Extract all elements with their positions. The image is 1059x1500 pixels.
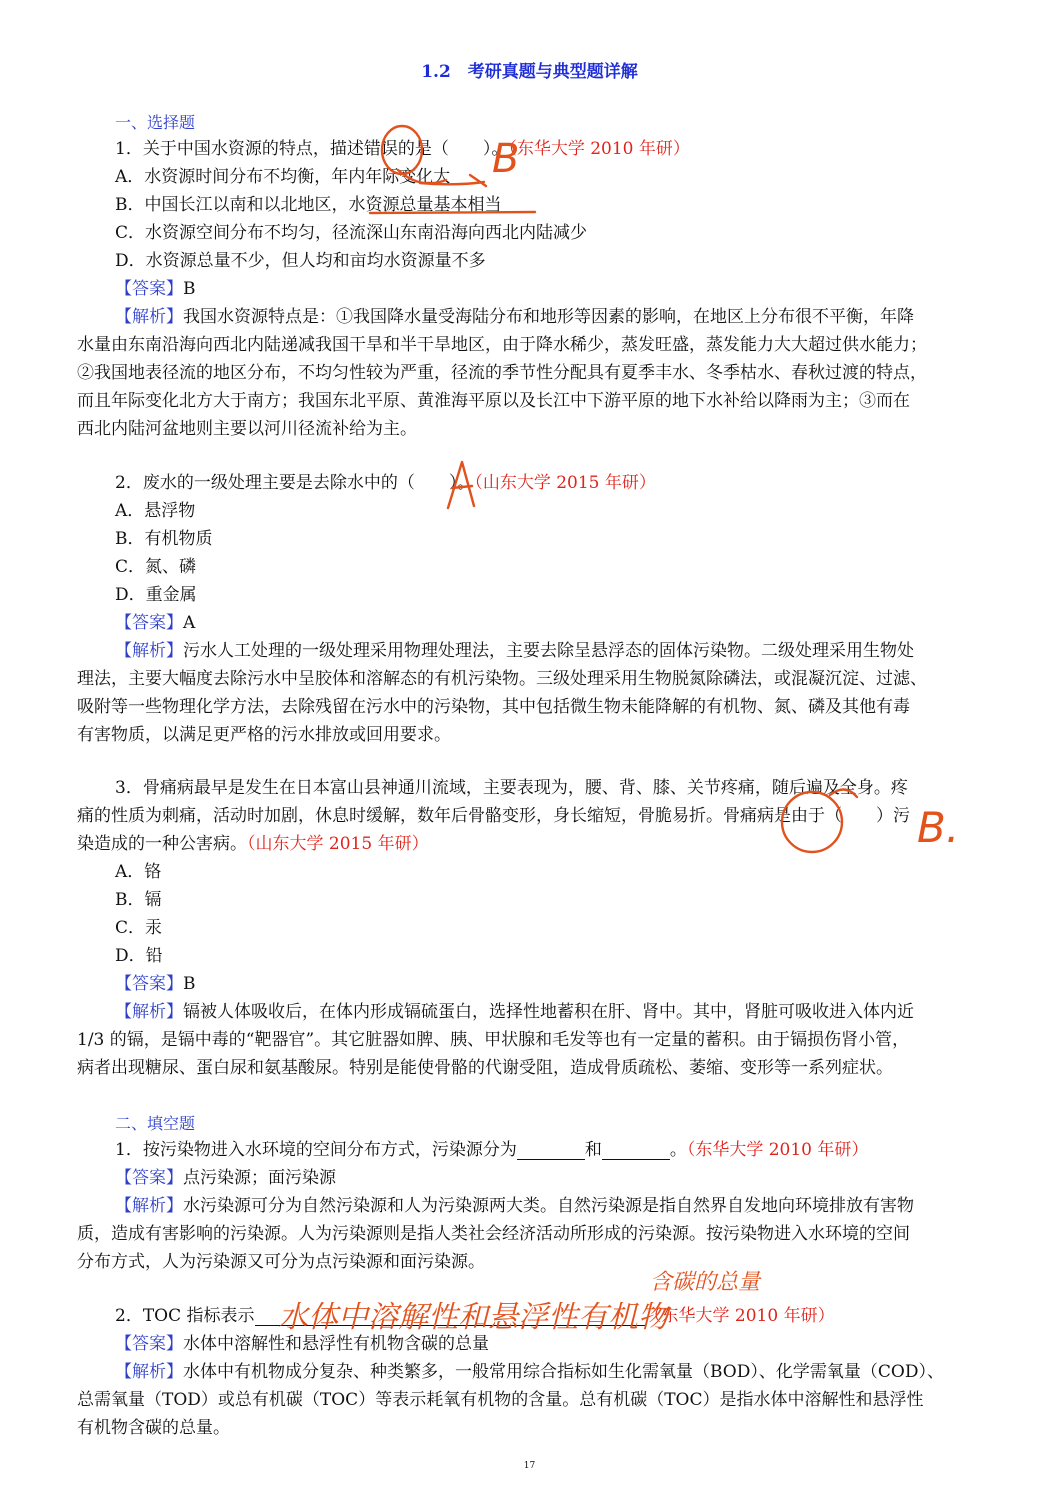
- question-3-stem-line-2: 痛的性质为刺痛，活动时加剧，休息时缓解，数年后骨骼变形，身长缩短，骨脆易折。骨痛病是由于（ ）污: [77, 806, 910, 826]
- question-2-analysis-line-4: 有害物质，以满足更严格的污水排放或回用要求。: [77, 725, 451, 745]
- question-2-text: 2．废水的一级处理主要是去除水中的（ ）。: [115, 473, 475, 493]
- question-2-stem: [115, 473, 656, 493]
- question-1-option-a: A．水资源时间分布不均衡，年内年际变化大: [115, 167, 451, 187]
- question-2-answer: [115, 613, 195, 633]
- question-1-analysis-line-4: 而且年际变化北方大于南方；我国东北平原、黄淮海平原以及长江中下游平原的地下水补给以降雨为主；③而在: [77, 391, 910, 411]
- question-1-text: 1．关于中国水资源的特点，描述错误的是（ ）。: [115, 139, 509, 159]
- fill-1-text-a: 1．按污染物进入水环境的空间分布方式，污染源分为: [115, 1140, 517, 1160]
- page-number: 17: [523, 1461, 536, 1471]
- question-3-analysis-line-3: 病者出现糖尿、蛋白尿和氨基酸尿。特别是能使骨骼的代谢受阻，造成骨质疏松、萎缩、变形等一系列症状。: [77, 1058, 893, 1078]
- fill-1-analysis-line-1: [115, 1196, 914, 1216]
- question-1-analysis-line-1: [115, 307, 914, 327]
- question-3-stem-line-1: 3．骨痛病最早是发生在日本富山县神通川流域，主要表现为，腰、背、膝、关节疼痛，随后遍及全身。疼: [115, 778, 908, 798]
- fill-1-stem: [115, 1140, 868, 1160]
- answer-tag: 【答案】: [115, 974, 183, 994]
- question-3-analysis-line-1: [115, 1002, 914, 1022]
- fill-2-blank[interactable]: [255, 1309, 645, 1326]
- fill-1-text-b: 和: [584, 1140, 602, 1160]
- fill-2-analysis-line-1: [115, 1362, 944, 1382]
- question-3-option-b: B．镉: [115, 890, 162, 910]
- question-2-option-c: C．氮、磷: [115, 557, 197, 577]
- fill-1-answer: [115, 1168, 336, 1188]
- question-3-option-a: A．铬: [115, 862, 162, 882]
- question-3-source: （山东大学 2015 年研）: [247, 834, 429, 854]
- question-3-analysis-line-2: 1/3 的镉，是镉中毒的“靶器官”。其它脏器如脾、胰、甲状腺和毛发等也有一定量的蓄积。由于镉损伤肾小管，: [77, 1030, 910, 1050]
- answer-value: B: [183, 279, 196, 299]
- section-heading-choice: 一、选择题: [115, 113, 196, 132]
- question-2-source: （山东大学 2015 年研）: [474, 473, 656, 493]
- handwritten-answer-line-2: 含碳的总量: [650, 1270, 761, 1295]
- question-2-option-b: B．有机物质: [115, 529, 213, 549]
- analysis-text: 镉被人体吸收后，在体内形成镉硫蛋白，选择性地蓄积在肝、肾中。其中，肾脏可吸收进入体内近: [183, 1002, 914, 1022]
- fill-1-analysis-line-2: 质，造成有害影响的污染源。人为污染源则是指人类社会经济活动所形成的污染源。按污染物进入水环境的空间: [77, 1224, 910, 1244]
- handwritten-b-q1: B: [492, 136, 520, 182]
- question-1-option-b: B．中国长江以南和以北地区，水资源总量基本相当: [115, 195, 502, 215]
- analysis-text: 水体中有机物成分复杂、种类繁多，一般常用综合指标如生化需氧量（BOD）、化学需氧量（COD）、: [183, 1362, 944, 1382]
- fill-2-stem: [115, 1306, 835, 1326]
- question-1-source: （东华大学 2010 年研）: [508, 139, 690, 159]
- answer-value: B: [183, 974, 196, 994]
- analysis-tag: 【解析】: [115, 307, 183, 327]
- fill-1-blank-2[interactable]: [602, 1143, 670, 1160]
- analysis-tag: 【解析】: [115, 1362, 183, 1382]
- fill-1-text-c: 。: [669, 1140, 687, 1160]
- fill-2-source: （东华大学 2010 年研）: [644, 1306, 835, 1326]
- question-3-stem-line-3: [77, 834, 429, 854]
- answer-tag: 【答案】: [115, 613, 183, 633]
- analysis-tag: 【解析】: [115, 1002, 183, 1022]
- question-2-analysis-line-3: 吸附等一些物理化学方法，去除残留在污水中的污染物，其中包括微生物未能降解的有机物、氮、磷及其他有毒: [77, 697, 910, 717]
- question-3-answer: [115, 974, 196, 994]
- handwritten-answer-line-1: 水体中溶解性和悬浮性有机物: [278, 1300, 668, 1335]
- fill-1-blank-1[interactable]: [517, 1143, 585, 1160]
- fill-1-source: （东华大学 2010 年研）: [686, 1140, 869, 1160]
- answer-value: 水体中溶解性和悬浮性有机物含碳的总量: [183, 1334, 489, 1354]
- section-heading-fill: 二、填空题: [115, 1114, 196, 1133]
- question-1-analysis-line-5: 西北内陆河盆地则主要以河川径流补给为主。: [77, 419, 417, 439]
- question-1-answer: [115, 279, 196, 299]
- handwritten-b-q3: B.: [917, 803, 960, 852]
- page-title: 1.2 考研真题与典型题详解: [421, 62, 638, 82]
- analysis-text: 我国水资源特点是：①我国降水量受海陆分布和地形等因素的影响，在地区上分布很不平衡，年降: [183, 307, 914, 327]
- question-1-analysis-line-3: ②我国地表径流的地区分布，不均匀性较为严重，径流的季节性分配具有夏季丰水、冬季枯水、春秋过渡的特点，: [77, 363, 927, 383]
- question-1-option-d: D．水资源总量不少，但人均和亩均水资源量不多: [115, 251, 486, 271]
- analysis-text: 污水人工处理的一级处理采用物理处理法，主要去除呈悬浮态的固体污染物。二级处理采用生物处: [183, 641, 914, 661]
- analysis-tag: 【解析】: [115, 641, 183, 661]
- question-2-option-d: D．重金属: [115, 585, 197, 605]
- question-1-analysis-line-2: 水量由东南沿海向西北内陆递减我国干旱和半干旱地区，由于降水稀少，蒸发旺盛，蒸发能力大大超过供水能力；: [77, 335, 927, 355]
- analysis-tag: 【解析】: [115, 1196, 183, 1216]
- fill-2-text: 2．TOC 指标表示: [115, 1306, 255, 1326]
- answer-tag: 【答案】: [115, 279, 183, 299]
- question-1-option-c: C．水资源空间分布不均匀，径流深山东南沿海向西北内陆减少: [115, 223, 588, 243]
- question-2-option-a: A．悬浮物: [115, 501, 196, 521]
- answer-value: 点污染源；面污染源: [183, 1168, 336, 1188]
- fill-2-answer: [115, 1334, 489, 1354]
- question-3-text: 染造成的一种公害病。: [77, 834, 247, 854]
- answer-tag: 【答案】: [115, 1334, 183, 1354]
- question-2-analysis-line-1: [115, 641, 914, 661]
- fill-2-analysis-line-3: 有机物含碳的总量。: [77, 1418, 230, 1438]
- fill-1-analysis-line-3: 分布方式，人为污染源又可分为点污染源和面污染源。: [77, 1252, 485, 1272]
- answer-value: A: [183, 613, 196, 633]
- question-3-option-c: C．汞: [115, 918, 163, 938]
- analysis-text: 水污染源可分为自然污染源和人为污染源两大类。自然污染源是指自然界自发地向环境排放有害物: [183, 1196, 914, 1216]
- question-3-option-d: D．铅: [115, 946, 163, 966]
- question-2-analysis-line-2: 理法，主要大幅度去除污水中呈胶体和溶解态的有机污染物。三级处理采用生物脱氮除磷法，或混凝沉淀、过滤、: [77, 669, 927, 689]
- question-1-stem: [115, 139, 690, 159]
- fill-2-analysis-line-2: 总需氧量（TOD）或总有机碳（TOC）等表示耗氧有机物的含量。总有机碳（TOC）是指水体中溶解性和悬浮性: [77, 1390, 924, 1410]
- answer-tag: 【答案】: [115, 1168, 183, 1188]
